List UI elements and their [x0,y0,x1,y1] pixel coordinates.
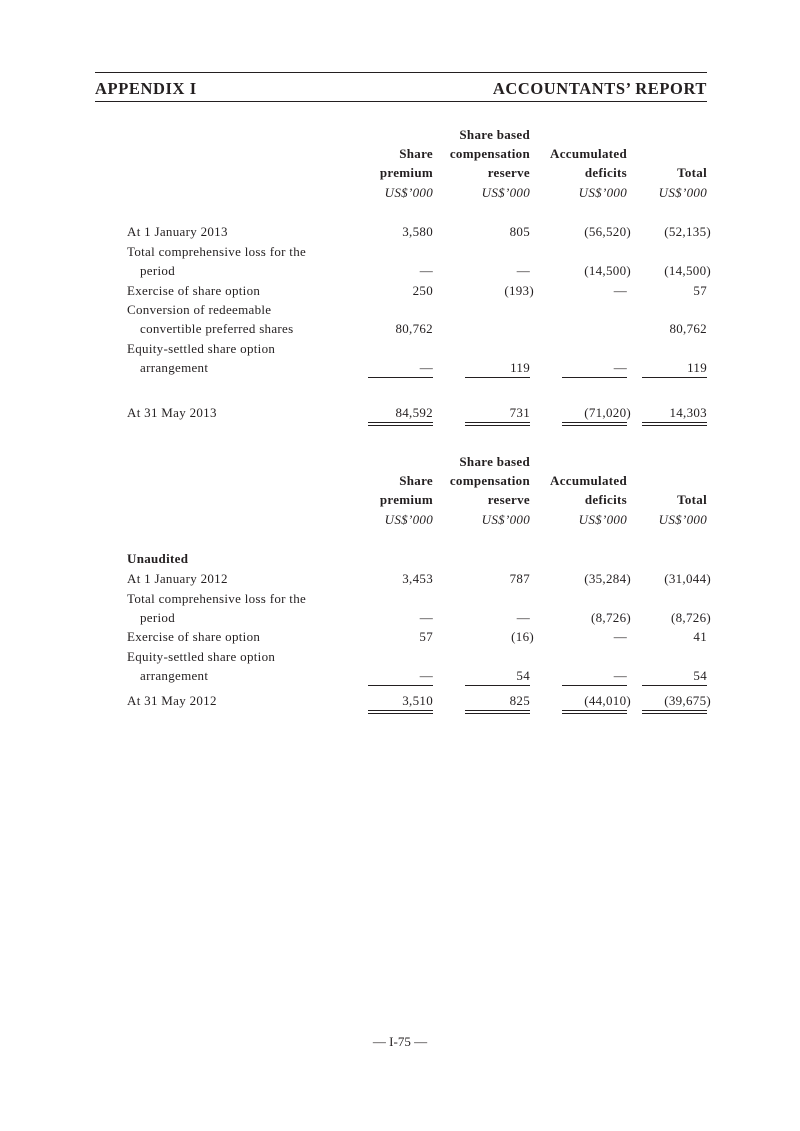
col-share-premium-line2: premium [379,492,433,507]
subtotal-rule [562,685,627,686]
row-label-cont: period [140,610,176,625]
col-share-premium-line1: Share [399,473,433,488]
closing-total: 14,303 [669,405,707,420]
row-label-cont: arrangement [140,668,209,683]
row-label: At 1 January 2012 [127,571,228,586]
header-top-rule [95,72,707,73]
row-label-cont: period [140,263,176,278]
row-label: Conversion of redeemable [127,302,272,317]
cell-acc-deficits: (14,500) [584,263,631,278]
closing-share-premium: 3,510 [402,693,433,708]
closing-acc-deficits: (71,020) [584,405,631,420]
cell-acc-deficits: (8,726) [590,610,631,625]
cell-sbc-reserve: 787 [509,571,530,586]
total-double-rule [642,422,707,426]
col-unit: US$’000 [658,512,707,527]
col-acc-deficits-line1: Accumulated [550,146,627,161]
cell-total: 54 [693,668,707,683]
total-double-rule [642,710,707,714]
col-share-premium-line2: premium [379,165,433,180]
cell-acc-deficits: — [613,283,627,298]
subtotal-rule [642,685,707,686]
cell-acc-deficits: — [613,668,627,683]
row-label: Exercise of share option [127,629,261,644]
cell-total: 119 [687,360,707,375]
row-label: Total comprehensive loss for the [127,591,307,606]
row-label: Total comprehensive loss for the [127,244,307,259]
cell-share-premium: 3,453 [402,571,433,586]
subtotal-rule [465,685,530,686]
cell-share-premium: — [419,668,433,683]
closing-acc-deficits: (44,010) [584,693,631,708]
page-number: — I-75 — [372,1034,428,1049]
closing-sbc-reserve: 825 [509,693,530,708]
cell-total: (14,500) [664,263,711,278]
col-sbc-reserve-line2: compensation [449,146,530,161]
row-label-cont: convertible preferred shares [140,321,294,336]
closing-label: At 31 May 2012 [127,693,217,708]
cell-total: (31,044) [664,571,711,586]
subtotal-rule [368,685,433,686]
col-sbc-reserve-line3: reserve [487,165,530,180]
col-unit: US$’000 [481,185,530,200]
col-sbc-reserve-line2: compensation [449,473,530,488]
row-label: At 1 January 2013 [127,224,228,239]
cell-share-premium: 3,580 [402,224,433,239]
total-double-rule [465,710,530,714]
col-total: Total [677,492,707,507]
col-sbc-reserve-line1: Share based [459,127,530,142]
col-sbc-reserve-line3: reserve [487,492,530,507]
cell-acc-deficits: (56,520) [584,224,631,239]
appendix-title: APPENDIX I [95,79,197,98]
row-label: Equity-settled share option [127,341,276,356]
col-acc-deficits-line1: Accumulated [550,473,627,488]
col-unit: US$’000 [481,512,530,527]
row-label: Equity-settled share option [127,649,276,664]
cell-share-premium: 57 [419,629,433,644]
row-label: Exercise of share option [127,283,261,298]
col-sbc-reserve-line1: Share based [459,454,530,469]
col-unit: US$’000 [384,185,433,200]
cell-acc-deficits: — [613,629,627,644]
cell-total: 57 [693,283,707,298]
subtotal-rule [562,377,627,378]
col-acc-deficits-line2: deficits [584,492,627,507]
col-unit: US$’000 [384,512,433,527]
cell-total: 80,762 [669,321,707,336]
total-double-rule [465,422,530,426]
col-total: Total [677,165,707,180]
total-double-rule [562,422,627,426]
cell-sbc-reserve: (193) [504,283,534,298]
header-bottom-rule [95,101,707,102]
closing-share-premium: 84,592 [395,405,433,420]
cell-share-premium: 80,762 [395,321,433,336]
cell-total: (52,135) [664,224,711,239]
total-double-rule [368,422,433,426]
col-acc-deficits-line2: deficits [584,165,627,180]
cell-sbc-reserve: — [516,263,530,278]
report-title: ACCOUNTANTS’ REPORT [492,79,707,98]
total-double-rule [368,710,433,714]
closing-sbc-reserve: 731 [509,405,530,420]
subtotal-rule [465,377,530,378]
subtotal-rule [368,377,433,378]
closing-total: (39,675) [664,693,711,708]
cell-sbc-reserve: — [516,610,530,625]
cell-sbc-reserve: 54 [516,668,530,683]
subtotal-rule [642,377,707,378]
total-double-rule [562,710,627,714]
col-unit: US$’000 [578,185,627,200]
cell-acc-deficits: (35,284) [584,571,631,586]
cell-share-premium: — [419,610,433,625]
col-unit: US$’000 [578,512,627,527]
row-label-cont: arrangement [140,360,209,375]
cell-acc-deficits: — [613,360,627,375]
closing-label: At 31 May 2013 [127,405,217,420]
unaudited-heading: Unaudited [127,551,189,566]
cell-sbc-reserve: 805 [509,224,530,239]
cell-sbc-reserve: 119 [510,360,530,375]
cell-share-premium: — [419,263,433,278]
cell-share-premium: 250 [412,283,433,298]
col-unit: US$’000 [658,185,707,200]
cell-total: 41 [693,629,707,644]
cell-total: (8,726) [670,610,711,625]
cell-share-premium: — [419,360,433,375]
cell-sbc-reserve: (16) [511,629,534,644]
col-share-premium-line1: Share [399,146,433,161]
